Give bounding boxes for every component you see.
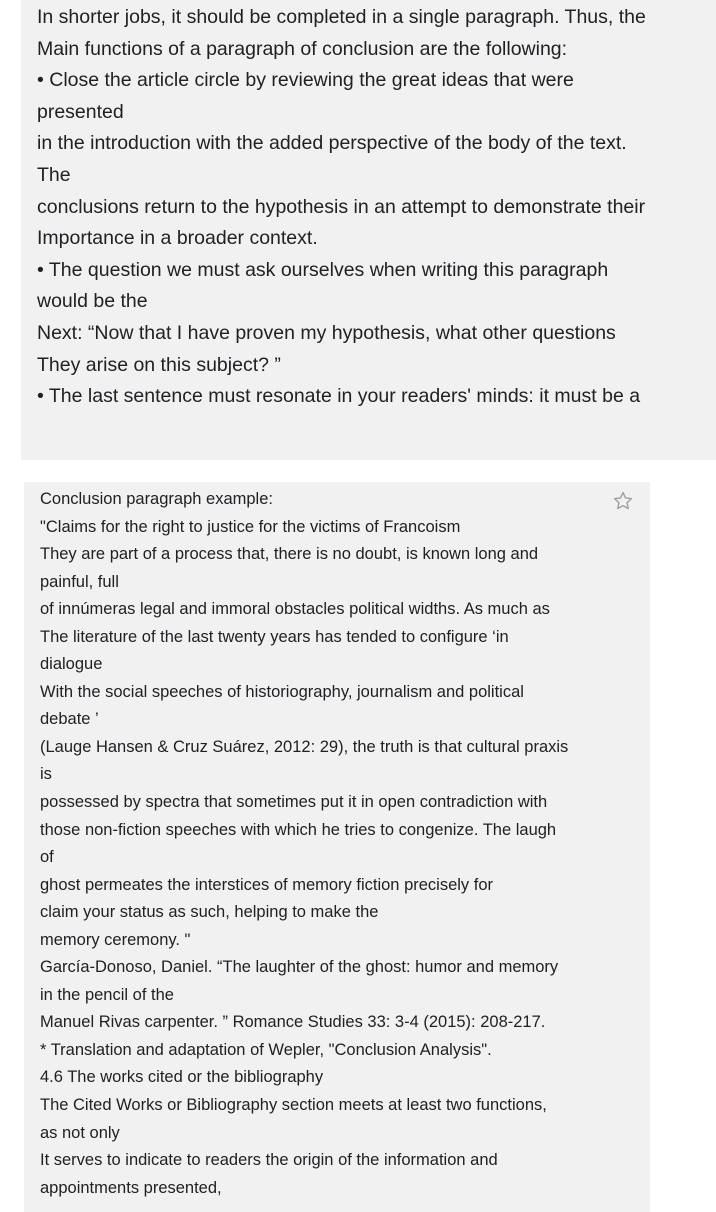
text-line: would be the: [37, 290, 148, 313]
text-line: painful, full: [40, 572, 119, 591]
text-line: In shorter jobs, it should be completed in a single paragraph. Thus, the: [37, 6, 646, 28]
text-line: They are part of a process that, there is no doubt, is known long and: [40, 545, 539, 564]
star-outline-icon[interactable]: [612, 490, 634, 512]
text-line: Main functions of a paragraph of conclusion are the following:: [37, 37, 568, 60]
text-line: appointments presented,: [40, 1178, 222, 1197]
text-line: * Translation and adaptation of Wepler, "Conclusion Analysis".: [40, 1040, 492, 1059]
text-line: of: [40, 848, 54, 867]
text-line: The Cited Works or Bibliography section meets at least two functions,: [40, 1096, 547, 1115]
text-line: • Close the article circle by reviewing the great ideas that were: [37, 69, 574, 92]
text-line: memory ceremony. ": [40, 930, 191, 949]
text-line: as not only: [40, 1123, 120, 1142]
text-card-bottom: [24, 482, 650, 1212]
text-line: those non-fiction speeches with which he tries to congenize. The laugh: [40, 820, 557, 839]
text-line: debate ’: [40, 710, 99, 729]
text-line: of innúmeras legal and immoral obstacles political widths. As much as: [40, 600, 550, 619]
text-line: Importance in a broader context.: [37, 227, 318, 250]
text-line: García-Donoso, Daniel. “The laughter of the ghost: humor and memory: [40, 958, 559, 977]
text-line: is: [40, 765, 52, 784]
text-line: The: [37, 163, 71, 186]
text-line: ghost permeates the interstices of memory fiction precisely for: [40, 875, 494, 894]
text-line: Manuel Rivas carpenter. ” Romance Studies 33: 3-4 (2015): 208-217.: [40, 1013, 546, 1032]
text-line: Conclusion paragraph example:: [40, 490, 273, 508]
text-line: presented: [37, 100, 124, 123]
text-line: dialogue: [40, 655, 103, 674]
text-line: "Claims for the right to justice for the victims of Francoism: [40, 517, 461, 536]
text-line: It serves to indicate to readers the origin of the information and: [40, 1151, 498, 1170]
text-line: conclusions return to the hypothesis in an attempt to demonstrate their: [37, 195, 646, 218]
text-line: in the introduction with the added perspective of the body of the text.: [37, 132, 627, 155]
text-line: • The question we must ask ourselves when writing this paragraph: [37, 258, 609, 281]
text-line: claim your status as such, helping to make the: [40, 903, 379, 922]
text-line: • The last sentence must resonate in your readers' minds: it must be a: [37, 385, 641, 408]
text-line: 4.6 The works cited or the bibliography: [40, 1068, 324, 1087]
text-line: (Lauge Hansen & Cruz Suárez, 2012: 29), the truth is that cultural praxis: [40, 737, 569, 756]
text-line: Next: “Now that I have proven my hypothesis, what other questions: [37, 321, 616, 344]
star-outline-icon-svg: [612, 490, 634, 512]
text-line: They arise on this subject? ”: [37, 353, 281, 376]
text-line: The literature of the last twenty years has tended to configure ‘in: [40, 627, 509, 646]
text-line: With the social speeches of historiography, journalism and political: [40, 682, 524, 701]
text-line: in the pencil of the: [40, 985, 174, 1004]
text-card-top: [21, 0, 716, 460]
text-line: possessed by spectra that sometimes put it in open contradiction with: [40, 793, 548, 812]
